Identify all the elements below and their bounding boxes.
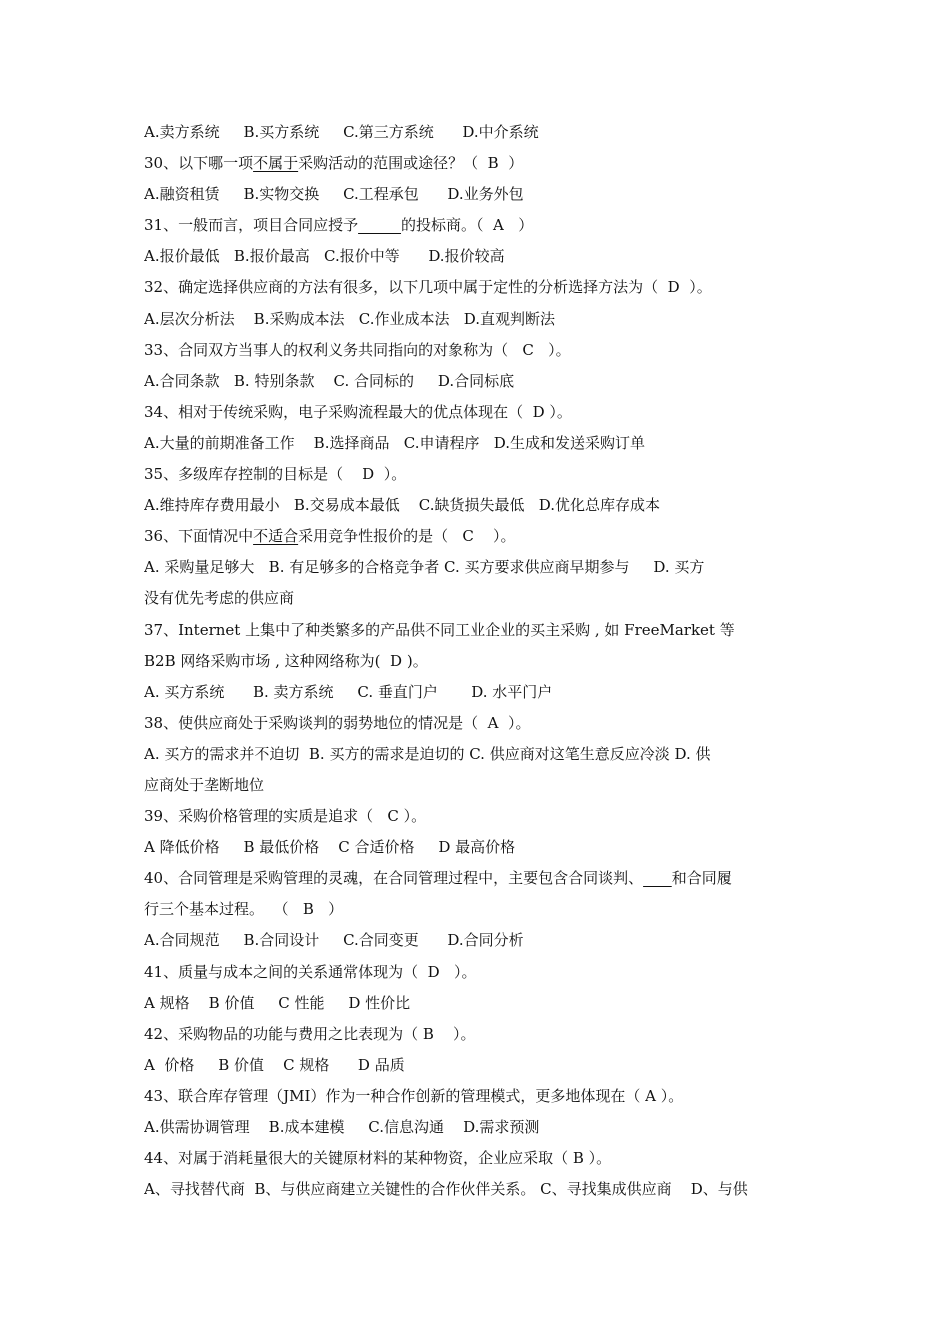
text-segment: 36、下面情况中	[144, 527, 254, 546]
text-segment: 33、合同双方当事人的权利义务共同指向的对象称为（ C ）。	[144, 340, 571, 359]
text-line	[144, 397, 814, 428]
text-line	[144, 708, 814, 739]
text-segment: A. 买方的需求并不迫切 B. 买方的需求是迫切的 C. 供应商对这笔生意反应冷淡 D. 供	[144, 744, 711, 763]
text-segment: A.大量的前期准备工作 B.选择商品 C.申请程序 D.生成和发送采购订单	[144, 433, 646, 452]
text-line	[144, 894, 814, 925]
text-line	[144, 335, 814, 366]
text-line	[144, 490, 814, 521]
text-line	[144, 801, 814, 832]
text-segment: A、寻找替代商 B、与供应商建立关键性的合作伙伴关系。 C、寻找集成供应商 D、与供	[144, 1180, 748, 1199]
text-segment: 40、合同管理是采购管理的灵魂，在合同管理过程中，主要包含合同谈判、	[144, 869, 644, 888]
text-segment: A.融资租赁 B.实物交换 C.工程承包 D.业务外包	[144, 185, 524, 204]
text-line	[144, 1019, 814, 1050]
text-segment: 43、联合库存管理（JMI）作为一种合作创新的管理模式，更多地体现在（ A ）。	[144, 1086, 684, 1105]
text-segment: 44、对属于消耗量很大的关键原材料的某种物资，企业应采取（ B ）。	[144, 1149, 612, 1168]
text-segment: A. 采购量足够大 B. 有足够多的合格竞争者 C. 买方要求供应商早期参与 D. 买方	[144, 558, 705, 577]
text-line	[144, 1081, 814, 1112]
text-line	[144, 179, 814, 210]
text-segment: 30、以下哪一项	[144, 154, 254, 173]
text-segment: 行三个基本过程。 （ B ）	[144, 900, 344, 919]
text-segment: 应商处于垄断地位	[144, 775, 265, 794]
text-segment: 42、采购物品的功能与费用之比表现为（ B ）。	[144, 1024, 476, 1043]
text-segment: 32、确定选择供应商的方法有很多，以下几项中属于定性的分析选择方法为（ D ）。	[144, 278, 712, 297]
text-line	[144, 1112, 814, 1143]
text-line	[144, 583, 814, 614]
text-segment: 采用竞争性报价的是（ C ）。	[298, 527, 516, 546]
text-line	[144, 863, 814, 894]
text-segment: 31、一般而言，项目合同应授予	[144, 216, 359, 235]
text-segment: 39、采购价格管理的实质是追求（ C ）。	[144, 807, 427, 826]
text-line	[144, 428, 814, 459]
text-segment: A.供需协调管理 B.成本建模 C.信息沟通 D.需求预测	[144, 1118, 540, 1136]
text-line	[144, 148, 814, 179]
text-line	[144, 957, 814, 988]
text-segment: 38、使供应商处于采购谈判的弱势地位的情况是（ A ）。	[144, 713, 531, 732]
text-line	[144, 739, 814, 770]
text-line	[144, 615, 814, 646]
text-line	[144, 552, 814, 583]
text-segment: A.层次分析法 B.采购成本法 C.作业成本法 D.直观判断法	[144, 309, 556, 328]
text-segment: A 降低价格 B 最低价格 C 合适价格 D 最高价格	[144, 838, 516, 857]
text-segment: A. 买方系统 B. 卖方系统 C. 垂直门户 D. 水平门户	[144, 682, 553, 701]
text-line	[144, 117, 814, 148]
text-segment: 34、相对于传统采购，电子采购流程最大的优点体现在（ D ）。	[144, 402, 572, 421]
text-segment: A 价格 B 价值 C 规格 D 品质	[144, 1055, 405, 1074]
text-line	[144, 1143, 814, 1174]
text-segment: 的投标商。（ A ）	[401, 216, 534, 235]
underlined-text	[643, 869, 672, 887]
text-line	[144, 677, 814, 708]
text-segment: A.合同规范 B.合同设计 C.合同变更 D.合同分析	[144, 931, 524, 950]
underlined-text: 不属于	[253, 154, 299, 173]
text-segment: A.报价最低 B.报价最高 C.报价中等 D.报价较高	[144, 247, 505, 266]
text-segment: 37、Internet 上集中了种类繁多的产品供不同工业企业的买主采购 , 如 FreeMarket 等	[144, 620, 735, 639]
text-line	[144, 459, 814, 490]
text-segment: 35、多级库存控制的目标是（ D ）。	[144, 465, 407, 484]
text-line	[144, 304, 814, 335]
text-line	[144, 210, 814, 241]
text-line	[144, 1050, 814, 1081]
underlined-text: 不适合	[253, 527, 299, 546]
text-line	[144, 988, 814, 1019]
text-segment: 和合同履	[671, 869, 732, 888]
text-line	[144, 770, 814, 801]
underlined-text	[358, 216, 401, 234]
text-line	[144, 241, 814, 272]
text-line	[144, 1174, 814, 1205]
text-segment: B2B 网络采购市场 , 这种网络称为( D )。	[144, 651, 428, 670]
text-segment: A.卖方系统 B.买方系统 C.第三方系统 D.中介系统	[144, 123, 539, 141]
text-segment: A.合同条款 B. 特别条款 C. 合同标的 D.合同标底	[144, 371, 515, 390]
text-line	[144, 925, 814, 956]
text-segment: A 规格 B 价值 C 性能 D 性价比	[144, 993, 411, 1012]
text-line	[144, 646, 814, 677]
text-line	[144, 272, 814, 303]
text-segment: 41、质量与成本之间的关系通常体现为（ D ）。	[144, 962, 477, 981]
question-text-block	[144, 117, 814, 1205]
text-line	[144, 832, 814, 863]
text-segment: 没有优先考虑的供应商	[144, 589, 295, 608]
text-segment: A.维持库存费用最小 B.交易成本最低 C.缺货损失最低 D.优化总库存成本	[144, 496, 661, 515]
text-segment: 采购活动的范围或途径？（ B ）	[298, 154, 524, 173]
text-line	[144, 521, 814, 552]
text-line	[144, 366, 814, 397]
